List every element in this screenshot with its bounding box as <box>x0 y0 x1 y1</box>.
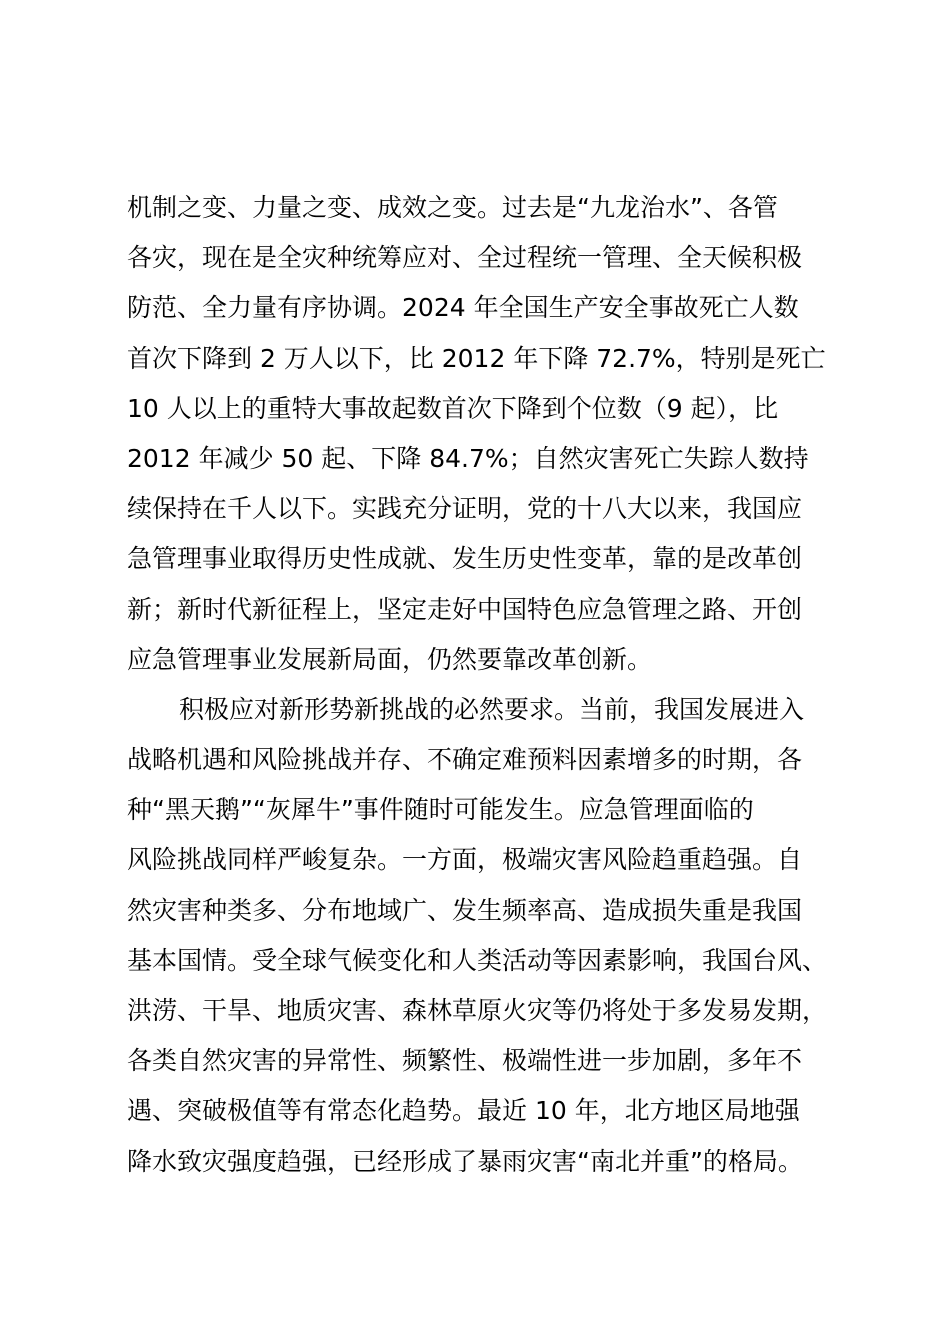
text-line: 风险挑战同样严峻复杂。一方面，极端灾害风险趋重趋强。自 <box>127 845 803 875</box>
text-line: 种“黑天鹅”“灰犀牛”事件随时可能发生。应急管理面临的 <box>127 795 754 825</box>
text-line: 应急管理事业发展新局面，仍然要靠改革创新。 <box>127 644 653 674</box>
text-line: 10 人以上的重特大事故起数首次下降到个位数（9 起），比 <box>127 393 779 423</box>
paragraph-2 <box>127 685 867 1187</box>
text-line: 防范、全力量有序协调。2024 年全国生产安全事故死亡人数 <box>127 293 799 323</box>
body-text <box>127 183 867 1187</box>
text-line: 然灾害种类多、分布地域广、发生频率高、造成损失重是我国 <box>127 895 803 925</box>
text-line: 战略机遇和风险挑战并存、不确定难预料因素增多的时期，各 <box>127 745 803 775</box>
text-line: 基本国情。受全球气候变化和人类活动等因素影响，我国台风、 <box>127 945 828 975</box>
text-line: 2012 年减少 50 起、下降 84.7%；自然灾害死亡失踪人数持 <box>127 443 809 473</box>
text-line: 首次下降到 2 万人以下，比 2012 年下降 72.7%，特别是死亡 <box>127 343 826 373</box>
text-line: 机制之变、力量之变、成效之变。过去是“九龙治水”、各管 <box>127 193 778 222</box>
text-line: 各灾，现在是全灾种统筹应对、全过程统一管理、全天候积极 <box>127 243 803 273</box>
text-line: 急管理事业取得历史性成就、发生历史性变革，靠的是改革创 <box>127 544 803 574</box>
text-line: 积极应对新形势新挑战的必然要求。当前，我国发展进入 <box>179 694 805 724</box>
paragraph-1 <box>127 183 867 685</box>
text-line: 新；新时代新征程上，坚定走好中国特色应急管理之路、开创 <box>127 594 803 624</box>
text-line: 洪涝、干旱、地质灾害、森林草原火灾等仍将处于多发易发期， <box>127 996 828 1025</box>
text-line: 各类自然灾害的异常性、频繁性、极端性进一步加剧，多年不 <box>127 1046 803 1076</box>
text-line: 遇、突破极值等有常态化趋势。最近 10 年，北方地区局地强 <box>127 1096 800 1126</box>
text-line: 续保持在千人以下。实践充分证明，党的十八大以来，我国应 <box>127 494 803 524</box>
text-line: 降水致灾强度趋强，已经形成了暴雨灾害“南北并重”的格局。 <box>127 1146 803 1176</box>
